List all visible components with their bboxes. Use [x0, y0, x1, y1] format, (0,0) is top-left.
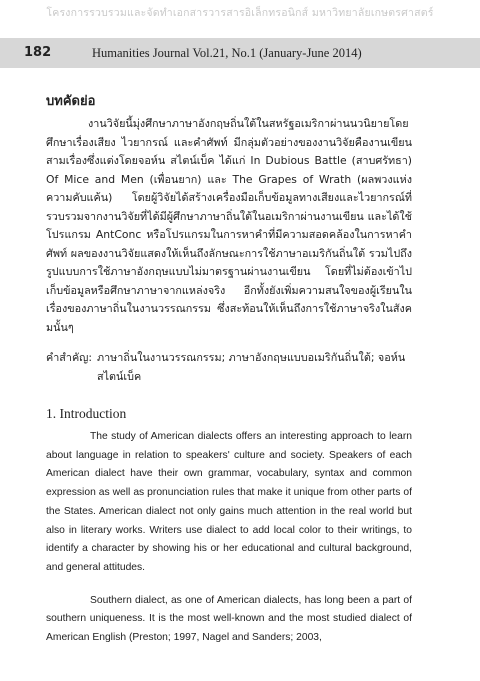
abstract-title: บทคัดย่อ: [46, 94, 96, 109]
paragraph: Southern dialect, as one of American dialects, has long been a part of southern uniqueness. It is the most well-known and the most studied dialect of American English (Preston; 1997, Nagel and Sanders; 2003,: [46, 594, 412, 644]
keywords-label: คำสำคัญ:: [46, 351, 92, 364]
running-head: Humanities Journal Vol.21, No.1 (January-June 2014): [92, 46, 362, 60]
keywords: [46, 349, 412, 386]
watermark: โครงการรวบรวมและจัดทำเอกสารวารสารอิเล็กทรอนิกส์ มหาวิทยาลัยเกษตรศาสตร์: [46, 7, 434, 19]
section-title: 1. Introduction: [46, 406, 127, 421]
abstract-body: งานวิจัยนี้มุ่งศึกษาภาษาอังกฤษถิ่นใต้ในสหรัฐอเมริกาผ่านนวนิยายโดยศึกษาเรื่องเสียง ไวยากรณ์ และคำศัพท์ มีกลุ่มตัวอย่างของงานวิจัยคืองานเขียนสามเรื่องซึ่งแต่งโดยจอห์น สไตน์เบ็ค ได้แก่ In Dubious Battle (สาบศรัทธา) Of Mice and Men (เพื่อนยาก) และ The Grapes of Wrath (ผลพวงแห่งความคับแค้น) โดยผู้วิจัยได้สร้างเครื่องมือเก็บข้อมูลทางเสียงและไวยากรณ์ที่รวบรวมจากงานวิจัยที่ได้มีผู้ศึกษาภาษาถิ่นใต้ในอเมริกาผ่านงานเขียน และได้ใช้โปรแกรม AntConc หรือโปรแกรมในการหาคำที่มีความสอดคล้องในการหาคำศัพท์ ผลของงานวิจัยแสดงให้เห็นถึงลักษณะการใช้ภาษาอเมริกันถิ่นใต้ รวมไปถึงรูปแบบการใช้ภาษาอังกฤษแบบไม่มาตรฐานผ่านงานเขียน โดยที่ไม่ต้องเข้าไปเก็บข้อมูลหรือศึกษาภาษาจากแหล่งจริง อีกทั้งยังเพิ่มความสนใจของผู้เรียนในเรื่องของภาษาถิ่นในงานวรรณกรรม ซึ่งสะท้อนให้เห็นถึงการใช้ภาษาจริงในสังคมนั้นๆ: [46, 117, 412, 334]
page-number: 182: [24, 45, 52, 60]
page-content: [46, 90, 412, 648]
paragraph: The study of American dialects offers an interesting approach to learn about language in relation to speakers' culture and society. Speakers of each American dialect have their own grammar, vocabulary, syntax and common expression as well as pronunciation rules that make it unique from other parts of the States. American dialect not only gains much attention in the real world but also in literary works. Writers use dialect to add local color to their writings, to identify a character by showing his or her educational and cultural background, and general attitudes.: [46, 431, 412, 573]
keywords-text: ภาษาถิ่นในงานวรรณกรรม; ภาษาอังกฤษแบบอเมริกันถิ่นใต้; จอห์น สไตน์เบ็ค: [97, 351, 406, 383]
